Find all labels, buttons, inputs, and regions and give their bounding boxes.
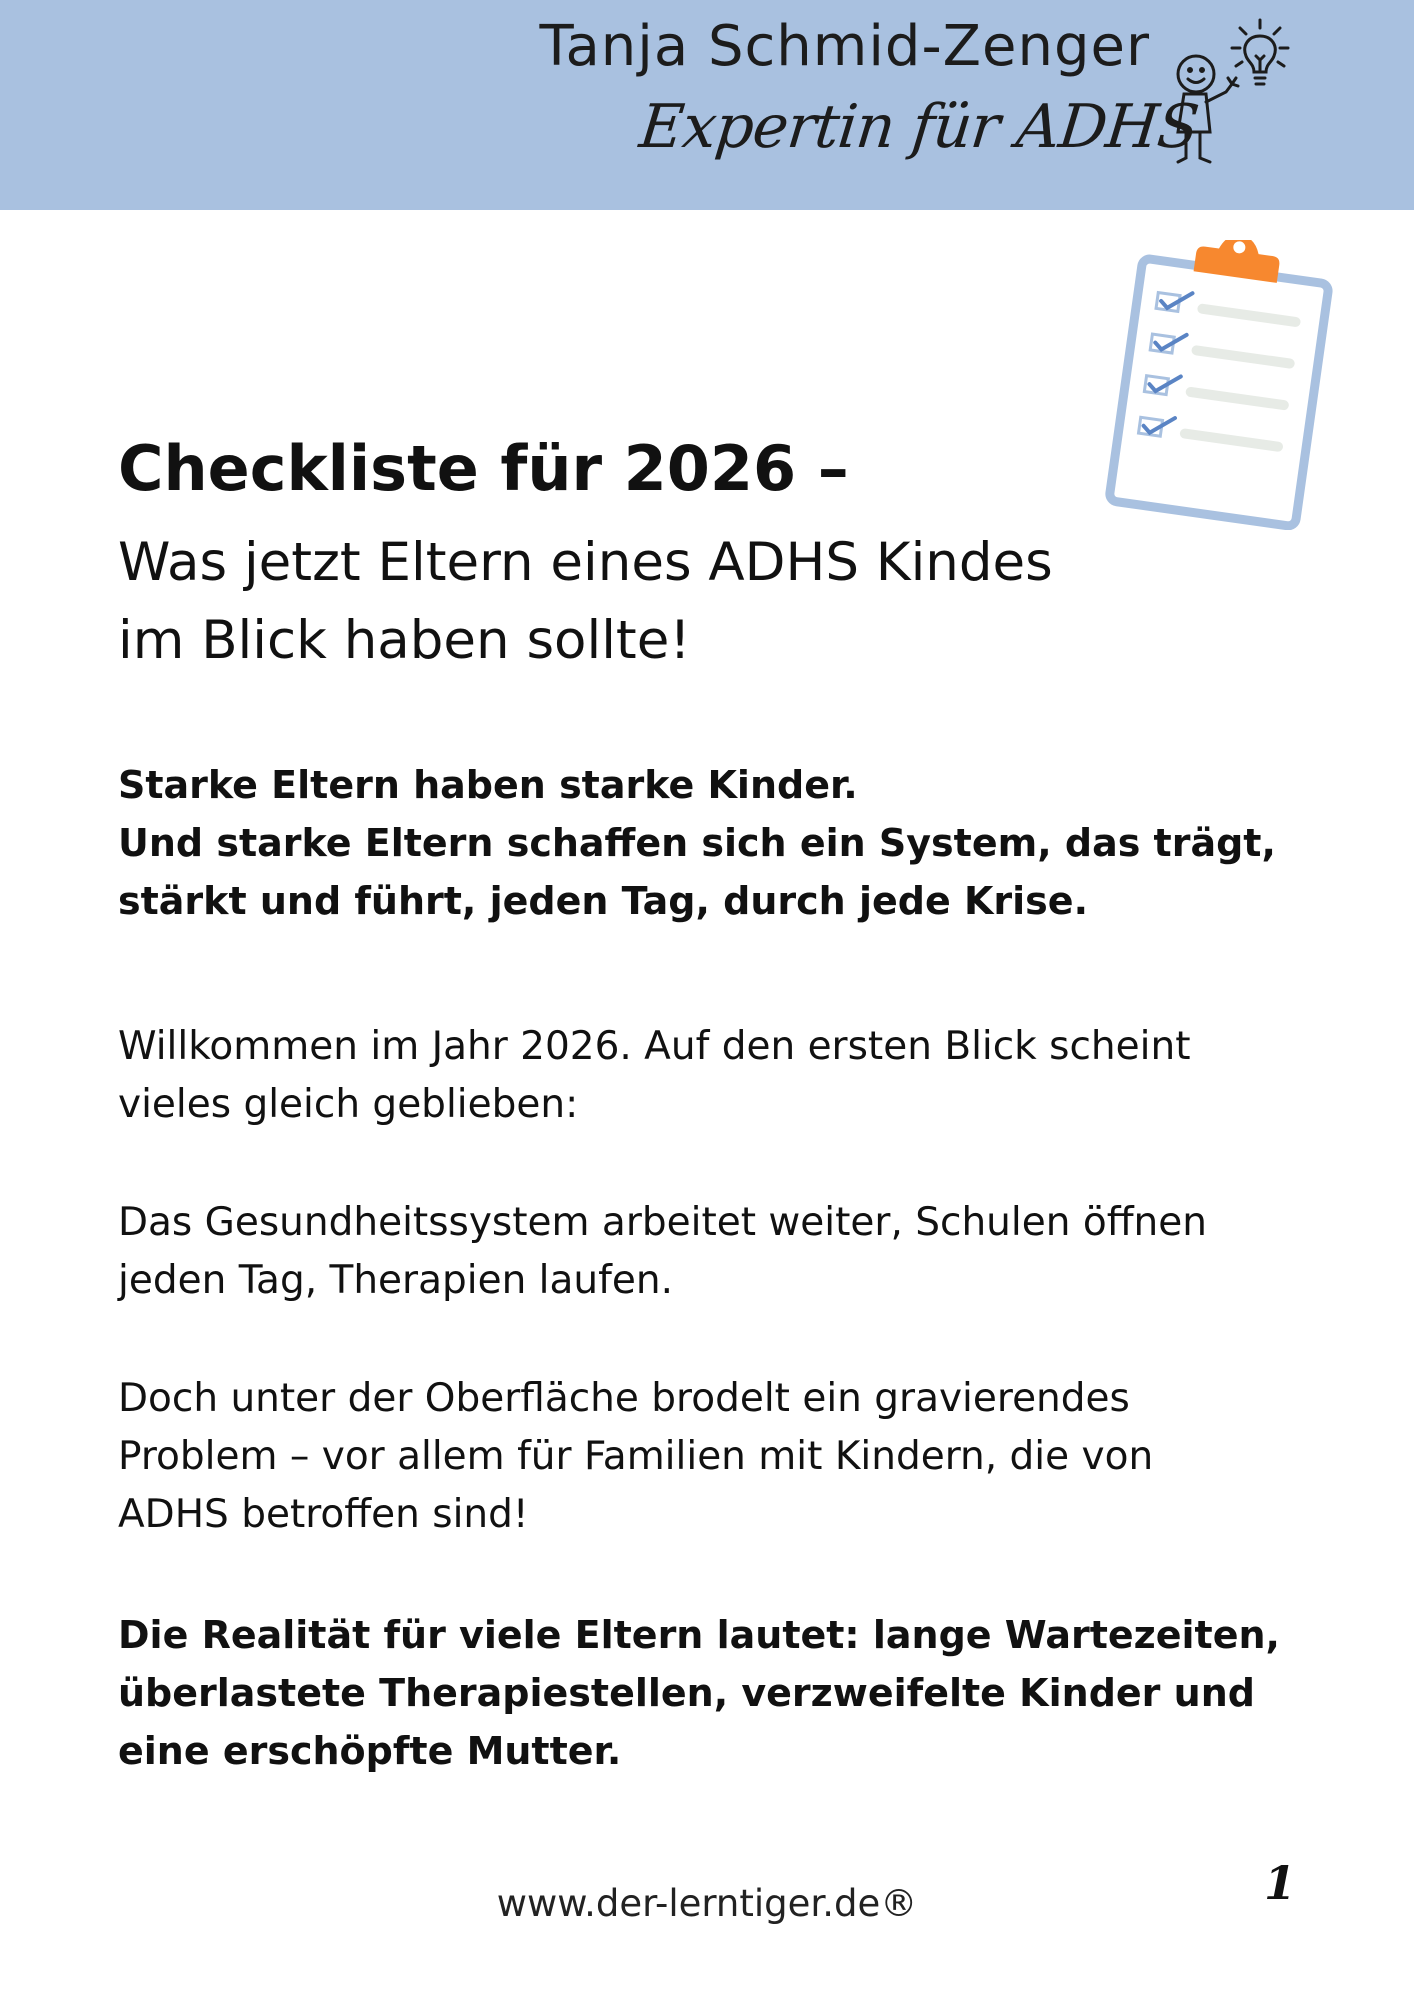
text-line: eine erschöpfte Mutter. bbox=[118, 1729, 622, 1773]
author-name: Tanja Schmid-Zenger bbox=[539, 14, 1150, 79]
text-line: überlastete Therapiestellen, verzweifelte Kinder und bbox=[118, 1671, 1255, 1715]
text-line: Starke Eltern haben starke Kinder. bbox=[118, 763, 858, 807]
problem-paragraph bbox=[118, 1370, 1338, 1544]
subtitle-line: im Blick haben sollte! bbox=[118, 610, 691, 671]
subtitle-line: Was jetzt Eltern eines ADHS Kindes bbox=[118, 532, 1053, 593]
page-number: 1 bbox=[1264, 1856, 1297, 1910]
text-line: Problem – vor allem für Familien mit Kindern, die von bbox=[118, 1434, 1154, 1479]
page-title: Checkliste für 2026 – bbox=[118, 432, 849, 505]
welcome-paragraph bbox=[118, 1018, 1338, 1134]
website-link[interactable]: www.der-lerntiger.de® bbox=[496, 1882, 918, 1925]
text-line: Die Realität für viele Eltern lautet: lange Wartezeiten, bbox=[118, 1613, 1280, 1657]
text-line: jeden Tag, Therapien laufen. bbox=[118, 1258, 673, 1303]
reality-paragraph bbox=[118, 1606, 1338, 1780]
author-tagline: Expertin für ADHS bbox=[636, 92, 1202, 162]
intro-paragraph bbox=[118, 756, 1338, 930]
text-line: Das Gesundheitssystem arbeitet weiter, Schulen öffnen bbox=[118, 1200, 1207, 1245]
text-line: vieles gleich geblieben: bbox=[118, 1082, 579, 1127]
text-line: stärkt und führt, jeden Tag, durch jede Krise. bbox=[118, 879, 1089, 923]
text-line: Willkommen im Jahr 2026. Auf den ersten Blick scheint bbox=[118, 1024, 1191, 1069]
text-line: ADHS betroffen sind! bbox=[118, 1492, 529, 1537]
text-line: Doch unter der Oberfläche brodelt ein gravierendes bbox=[118, 1376, 1130, 1421]
health-paragraph bbox=[118, 1194, 1338, 1310]
text-line: Und starke Eltern schaffen sich ein System, das trägt, bbox=[118, 821, 1276, 865]
clipboard-checklist-icon bbox=[1100, 240, 1340, 530]
stick-figure-lightbulb-icon bbox=[1160, 16, 1300, 176]
page-subtitle bbox=[118, 524, 1158, 680]
